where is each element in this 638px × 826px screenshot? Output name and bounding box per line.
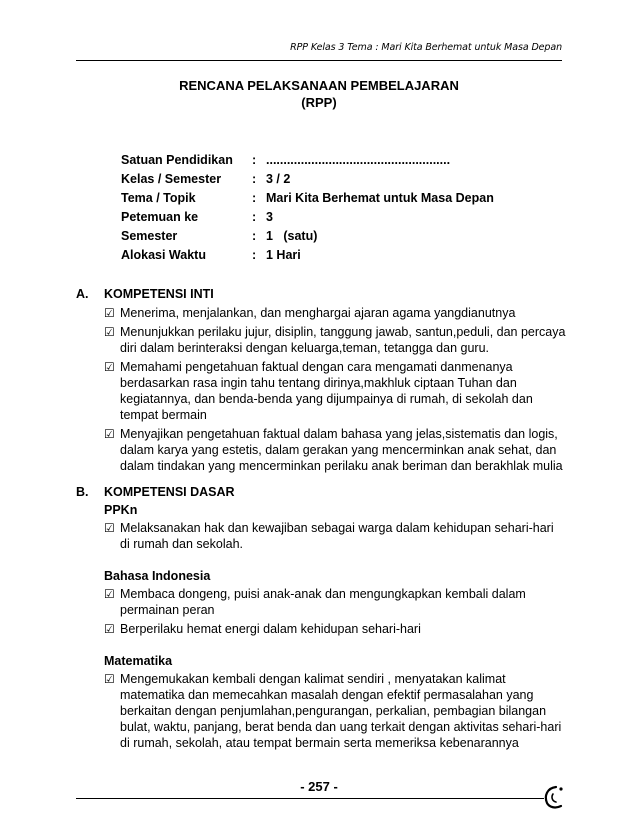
section-letter: B.	[76, 485, 89, 499]
section-heading	[76, 485, 566, 499]
list-item	[104, 621, 566, 637]
checkbox-icon: ☑	[104, 427, 115, 441]
identity-label: Alokasi Waktu	[121, 247, 206, 262]
list-item	[104, 305, 566, 321]
item-text: Melaksanakan hak dan kewajiban sebagai warga dalam kehidupan sehari-hari di rumah dan sekolah.	[120, 521, 554, 551]
item-text: Menerima, menjalankan, dan menghargai ajaran agama yangdianutnya	[120, 306, 516, 320]
identity-row	[121, 150, 494, 169]
item-text: Mengemukakan kembali dengan kalimat sendiri , menyatakan kalimat matematika dan memecahkan masalah dengan efektif permasalahan yang berkaitan dengan penjumlahan,pengurangan, perkalian, pembagian bilangan bulat, waktu, panjang, berat benda dan uang terkait dengan aktivitas sehari-hari di rumah, sekolah, atau tempat bermain serta memeriksa kebenarannya	[120, 672, 562, 750]
subject-heading-ppkn: PPKn	[104, 503, 138, 517]
page-number: - 257 -	[300, 779, 338, 794]
document-title: RENCANA PELAKSANAAN PEMBELAJARAN	[179, 78, 459, 93]
checkbox-icon: ☑	[104, 360, 115, 374]
list-item	[104, 586, 566, 618]
identity-value: Mari Kita Berhemat untuk Masa Depan	[266, 190, 494, 205]
identity-table	[121, 150, 494, 264]
checkbox-icon: ☑	[104, 521, 115, 535]
footer-rule	[76, 798, 544, 799]
publisher-logo-icon	[542, 784, 566, 810]
section-title: KOMPETENSI INTI	[104, 287, 214, 301]
subject-heading-bahasa-indonesia: Bahasa Indonesia	[104, 569, 211, 583]
header-rule	[76, 60, 562, 61]
colon: :	[252, 171, 257, 186]
identity-label: Tema / Topik	[121, 190, 196, 205]
identity-label: Satuan Pendidikan	[121, 152, 233, 167]
colon: :	[252, 247, 257, 262]
list-item	[104, 520, 566, 552]
section-kompetensi-inti	[76, 287, 566, 477]
identity-value: 3	[266, 209, 273, 224]
section-kompetensi-dasar	[76, 485, 566, 754]
section-letter: A.	[76, 287, 89, 301]
identity-label: Kelas / Semester	[121, 171, 222, 186]
colon: :	[252, 209, 257, 224]
item-text: Membaca dongeng, puisi anak-anak dan mengungkapkan kembali dalam permainan peran	[120, 587, 526, 617]
checkbox-icon: ☑	[104, 672, 115, 686]
item-text: Memahami pengetahuan faktual dengan cara mengamati danmenanya berdasarkan rasa ingin tahu tentang dirinya,makhluk ciptaan Tuhan dan kegiatannya, dan benda-benda yang dijumpainya di rumah, di sekolah dan tempat bermain	[120, 360, 533, 422]
list-item	[104, 426, 566, 474]
section-heading	[76, 287, 566, 301]
checkbox-icon: ☑	[104, 587, 115, 601]
list-item	[104, 324, 566, 356]
checkbox-icon: ☑	[104, 306, 115, 320]
colon: :	[252, 228, 257, 243]
identity-row	[121, 207, 494, 226]
checkbox-icon: ☑	[104, 325, 115, 339]
identity-label: Petemuan ke	[121, 209, 199, 224]
item-text: Menunjukkan perilaku jujur, disiplin, tanggung jawab, santun,peduli, dan percaya diri dalam berinteraksi dengan keluarga,teman, tetangga dan guru.	[120, 325, 566, 355]
item-text: Menyajikan pengetahuan faktual dalam bahasa yang jelas,sistematis dan logis, dalam karya yang estetis, dalam gerakan yang mencerminkan anak sehat, dan dalam tindakan yang mencerminkan perilaku anak beriman dan berakhlak mulia	[120, 427, 563, 473]
identity-row	[121, 188, 494, 207]
list-item	[104, 359, 566, 423]
checkbox-icon: ☑	[104, 622, 115, 636]
identity-label: Semester	[121, 228, 178, 243]
section-title: KOMPETENSI DASAR	[104, 485, 235, 499]
colon: :	[252, 152, 257, 167]
subject-heading-matematika: Matematika	[104, 654, 173, 668]
identity-value: 1 (satu)	[266, 228, 318, 243]
identity-value: .....................................................	[266, 152, 451, 167]
item-text: Berperilaku hemat energi dalam kehidupan sehari-hari	[120, 622, 421, 636]
document-subtitle: (RPP)	[301, 95, 337, 110]
colon: :	[252, 190, 257, 205]
running-header: RPP Kelas 3 Tema : Mari Kita Berhemat untuk Masa Depan	[290, 42, 562, 53]
identity-row	[121, 226, 494, 245]
identity-row	[121, 245, 494, 264]
identity-value: 1 Hari	[266, 247, 301, 262]
identity-row	[121, 169, 494, 188]
list-item	[104, 671, 566, 751]
identity-value: 3 / 2	[266, 171, 291, 186]
